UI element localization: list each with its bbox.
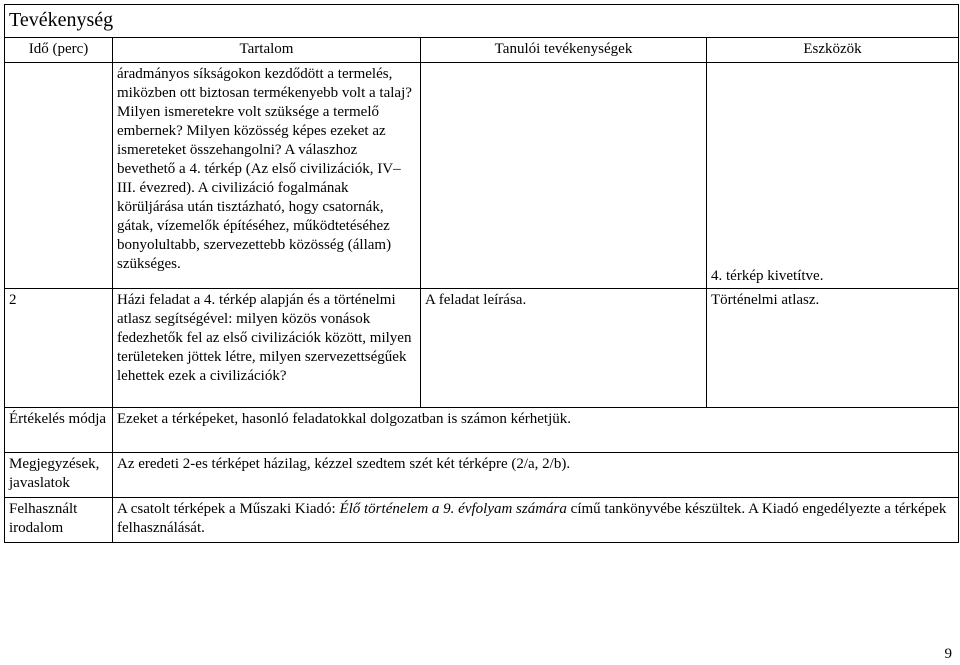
evaluation-text: Ezeket a térképeket, hasonló feladatokkal dolgozatban is számon kérhetjük. [113,408,959,453]
section-title: Tevékenység [5,5,959,38]
row-time: 2 [5,289,113,408]
literature-row [5,498,959,543]
row-tools: Történelmi atlasz. [707,289,959,408]
evaluation-label: Értékelés módja [5,408,113,453]
row-tools [707,63,959,289]
header-time-label: Idő [28,41,49,57]
table-row [5,63,959,289]
evaluation-row [5,408,959,453]
header-activities: Tanulói tevékenységek [421,38,707,63]
header-content: Tartalom [113,38,421,63]
row-activity: A feladat leírása. [421,289,707,408]
row-time [5,63,113,289]
table-row [5,289,959,408]
literature-book-title: Élő történelem a 9. évfolyam számára [339,501,567,517]
row-content: Házi feladat a 4. térkép alapján és a történelmi atlasz segítségével: milyen közös vonások fedezhetők fel az első civilizációk között, milyen területeken jöttek létre, milyen szervezettségűek lehettek ezek a civilizációk? [113,289,421,408]
title-row [5,5,959,38]
notes-text: Az eredeti 2-es térképet házilag, kézzel szedtem szét két térképre (2/a, 2/b). [113,453,959,498]
header-tools: Eszközök [707,38,959,63]
literature-text [113,498,959,543]
lesson-plan-table [4,4,959,543]
page-number: 9 [944,646,952,662]
header-time [5,38,113,63]
literature-label: Felhasznált irodalom [5,498,113,543]
notes-label: Megjegyzések, javaslatok [5,453,113,498]
header-row [5,38,959,63]
literature-text-before: A csatolt térképek a Műszaki Kiadó: [117,501,340,517]
notes-row [5,453,959,498]
row-activity [421,63,707,289]
row-tools-text: 4. térkép kivetítve. [711,268,824,284]
row-content: áradmányos síkságokon kezdődött a termelés, miközben ott biztosan termékenyebb volt a talaj? Milyen ismeretekre volt szüksége a termelő embernek? Milyen közösség képes ezeket az ismereteket összehangolni? A válaszhoz bevethető a 4. térkép (Az első civilizációk, IV–III. évezred). A civilizáció fogalmának körüljárása után tisztázható, hogy csatornák, gátak, vízemelők építéséhez, működtetéséhez bonyolultabb, szervezettebb közösség (állam) szükséges. [113,63,421,289]
header-time-unit: (perc) [52,41,89,57]
literature-text-after: című tankönyvébe készültek. A Kiadó engedélyezte a térképek felhasználását. [117,501,947,536]
